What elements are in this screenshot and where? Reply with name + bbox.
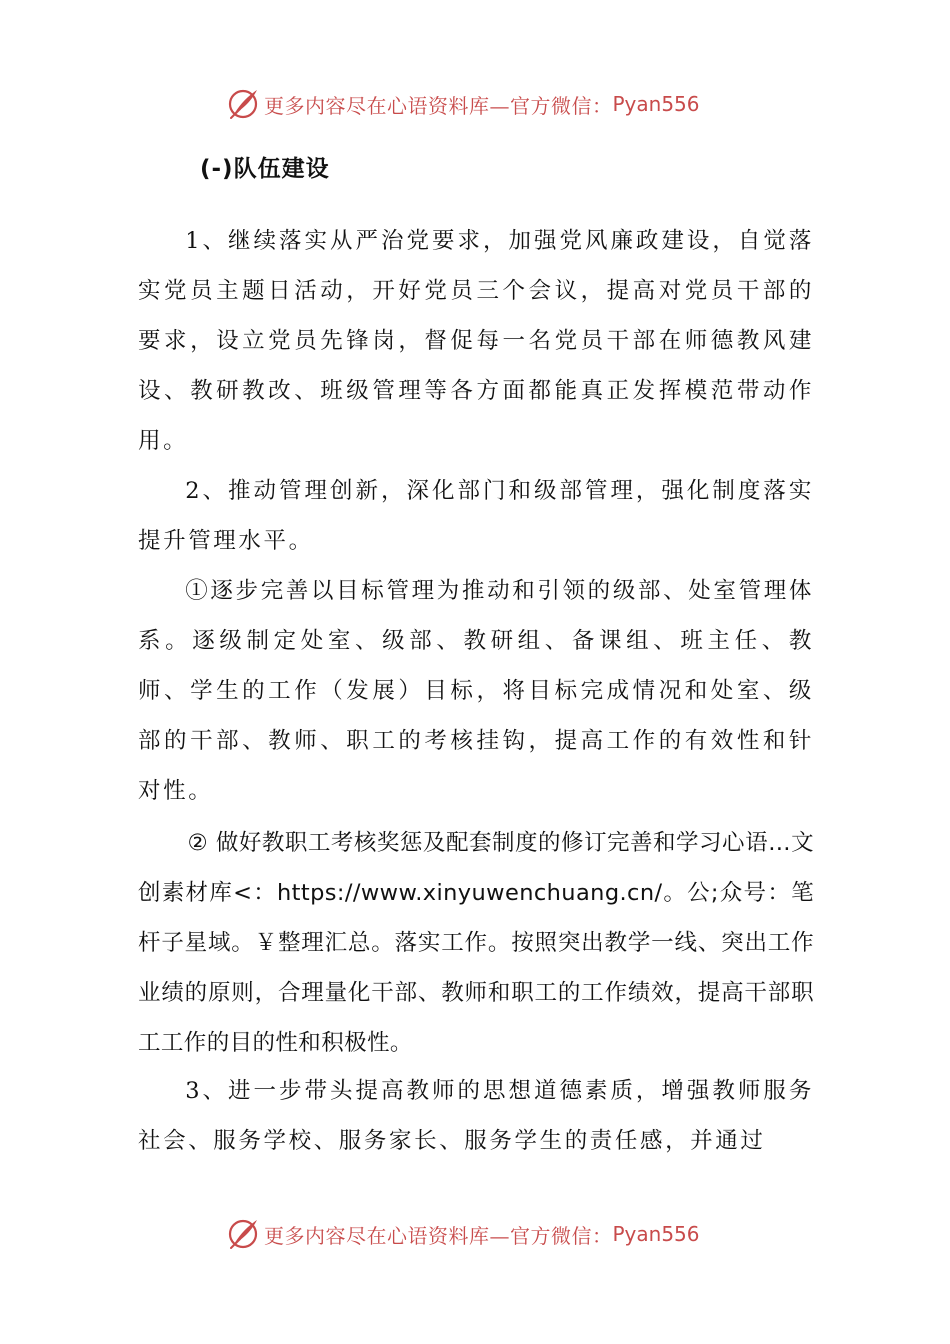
footer-banner-wechat: Pyan556 bbox=[612, 1222, 700, 1246]
paragraph-1: 1、继续落实从严治党要求，加强党风廉政建设，自觉落实党员主题日活动，开好党员三个会议，提高对党员干部的要求，设立党员先锋岗，督促每一名党员干部在师德教风建设、教研教改、班级管理等各方面都能真正发挥模范带动作用。 bbox=[138, 228, 814, 454]
paragraph-5: 3、进一步带头提高教师的思想道德素质，增强教师服务社会、服务学校、服务家长、服务学生的责任感，并通过 bbox=[138, 1078, 814, 1154]
paragraph-2: 2、推动管理创新，深化部门和级部管理，强化制度落实提升管理水平。 bbox=[138, 478, 814, 554]
footer-banner-text: 更多内容尽在心语资料库—官方微信： bbox=[264, 1223, 613, 1248]
header-banner bbox=[226, 84, 826, 124]
paragraph-3: ①逐步完善以目标管理为推动和引领的级部、处室管理体系。逐级制定处室、级部、教研组、备课组、班主任、教师、学生的工作（发展）目标，将目标完成情况和处室、级部的干部、教师、职工的考核挂钩，提高工作的有效性和针对性。 bbox=[138, 578, 814, 804]
footer-banner bbox=[226, 1214, 826, 1254]
section-heading: (-)队伍建设 bbox=[200, 156, 330, 182]
header-banner-wechat: Pyan556 bbox=[612, 92, 700, 116]
quill-logo-icon bbox=[226, 1217, 260, 1251]
quill-logo-icon bbox=[226, 87, 260, 121]
header-banner-text: 更多内容尽在心语资料库—官方微信： bbox=[264, 93, 613, 118]
paragraph-4: ② 做好教职工考核奖惩及配套制度的修订完善和学习心语…文创素材库<：https://www.xinyuwenchuang.cn/。公;众号：笔杆子星域。￥整理汇总。落实工作。按照突出教学一线、突出工作业绩的原则，合理量化干部、教师和职工的工作绩效，提高干部职工工作的目的性和积极性。 bbox=[138, 830, 814, 1056]
